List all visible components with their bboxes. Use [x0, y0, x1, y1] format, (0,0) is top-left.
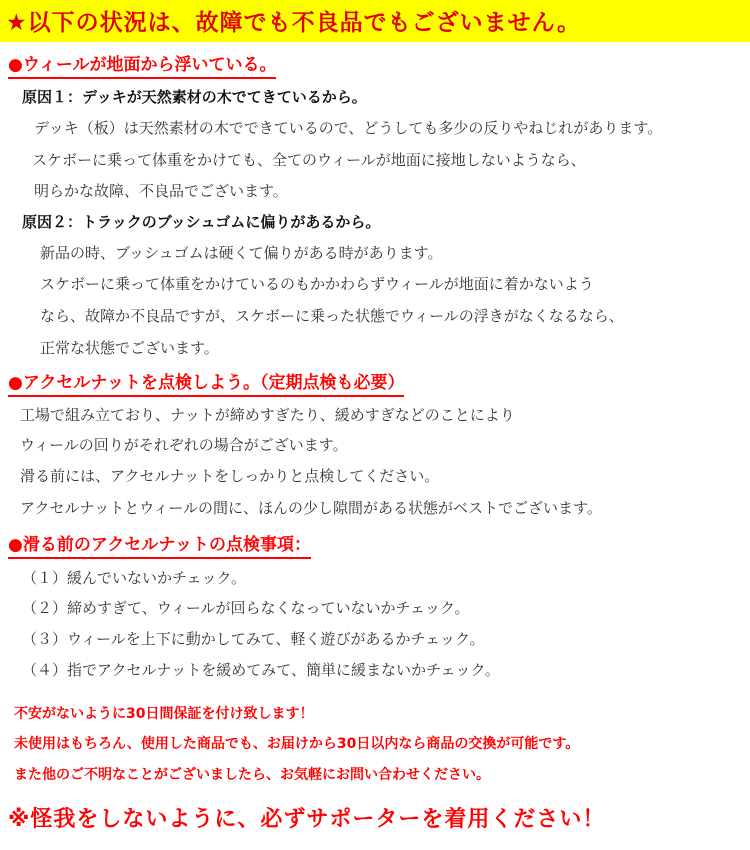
section3-title: ●滑る前のアクセルナットの点検事項：: [8, 530, 311, 555]
guarantee-line: また他のご不明なことがございましたら、お気軽にお問い合わせください。: [14, 767, 490, 783]
checklist-item: （１）緩んでいないかチェック。: [22, 569, 246, 587]
section2-title: ●アクセルナットを点検しよう。（定期点検も必要）: [8, 368, 404, 393]
cause1-line: デッキ（板）は天然素材の木でできているので、どうしても多少の反りやねじれがあります。: [34, 119, 663, 137]
cause2-line: なら、故障か不良品ですが、スケボーに乗った状態でウィールの浮きがなくなるなら、: [40, 307, 624, 325]
footer-warning: ※怪我をしないように、必ずサポーターを着用ください！: [8, 807, 606, 832]
banner-text: ★以下の状況は、故障でも不良品でもございません。: [6, 10, 581, 36]
cause2-line: 新品の時、ブッシュゴムは硬くて偏りがある時があります。: [40, 244, 443, 262]
checklist-item: （３）ウィールを上下に動かしてみて、軽く遊びがあるかチェック。: [22, 630, 485, 648]
cause2-line: スケボーに乗って体重をかけているのもかかわらずウィールが地面に着かないよう: [40, 275, 594, 293]
cause2-heading: 原因２：トラックのブッシュゴムに偏りがあるから。: [22, 213, 381, 231]
section2-line: 滑る前には、アクセルナットをしっかりと点検してください。: [20, 467, 440, 485]
section2-line: アクセルナットとウィールの間に、ほんの少し隙間がある状態がベストでございます。: [20, 499, 602, 517]
guarantee-line: 不安がないように30日間保証を付け致します！: [14, 706, 314, 722]
checklist-item: （２）締めすぎて、ウィールが回らなくなっていないかチェック。: [22, 599, 470, 617]
section1-title: ●ウィールが地面から浮いている。: [8, 50, 276, 75]
checklist-item: （４）指でアクセルナットを緩めてみて、簡単に緩まないかチェック。: [22, 661, 500, 679]
cause1-heading: 原因１：デッキが天然素材の木でてきているから。: [22, 88, 367, 106]
cause1-line: 明らかな故障、不良品でございます。: [34, 182, 288, 200]
section2-line: 工場で組み立ており、ナットが締めすぎたり、緩めすぎなどのことにより: [20, 406, 515, 424]
guarantee-line: 未使用はもちろん、使用した商品でも、お届けから30日以内なら商品の交換が可能です。: [14, 736, 580, 752]
cause1-line: スケボーに乗って体重をかけても、全てのウィールが地面に接地しないようなら、: [32, 151, 586, 169]
cause2-line: 正常な状態でございます。: [40, 339, 219, 357]
section2-line: ウィールの回りがそれぞれの場合がございます。: [20, 436, 348, 454]
